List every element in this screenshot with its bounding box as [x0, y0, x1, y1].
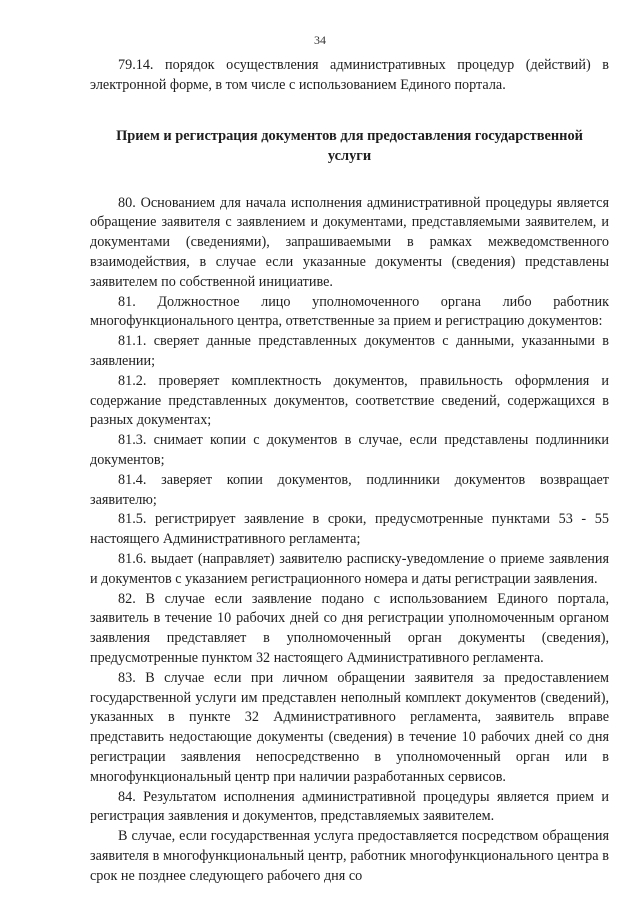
section-heading: Прием и регистрация документов для предоставления государственной услуги — [116, 127, 583, 164]
document-body — [90, 56, 609, 886]
paragraph-81-3: 81.3. снимает копии с документов в случае, если представлены подлинники документов; — [90, 432, 609, 468]
paragraph-80: 80. Основанием для начала исполнения административной процедуры является обращение заявителя с заявлением и документами, представляемыми заявителем, и документами (сведениями), запрашиваемыми в рамках межведомственного взаимодействия, в случае если указанные документы (сведения) представлены заявителем по собственной инициативе. — [90, 194, 609, 290]
page-number: 34 — [314, 33, 326, 47]
paragraph-81-2: 81.2. проверяет комплектность документов, правильность оформления и содержание представленных документов, соответствие сведений, содержащихся в разных документах; — [90, 372, 609, 429]
paragraph-83: 83. В случае если при личном обращении заявителя за предоставлением государственной услуги им представлен неполный комплект документов (сведений), указанных в пункте 32 Административного регламента, заявитель вправе представить недостающие документы (сведения) в течение 10 рабочих дней со дня регистрации заявления непосредственно в уполномоченный орган или в многофункциональный центр при наличии разработанных сервисов. — [90, 669, 609, 785]
intro-paragraph: 79.14. порядок осуществления административных процедур (действий) в электронной форме, в том числе с использованием Единого портала. — [90, 57, 609, 93]
paragraph-81-6: 81.6. выдает (направляет) заявителю расписку-уведомление о приеме заявления и документов с указанием регистрационного номера и даты регистрации заявления. — [90, 550, 609, 587]
paragraph-84: 84. Результатом исполнения административной процедуры является прием и регистрация заявления и документов, представляемых заявителем. — [90, 788, 609, 825]
paragraph-81: 81. Должностное лицо уполномоченного органа либо работник многофункционального центра, ответственные за прием и регистрацию документов: — [90, 293, 609, 330]
paragraph-82: 82. В случае если заявление подано с использованием Единого портала, заявитель в течение 10 рабочих дней со дня регистрации уполномоченным органом заявления представляет в уполномоченный орган документы (сведения), предусмотренные пунктом 32 настоящего Административного регламента. — [90, 590, 609, 666]
paragraph-81-5: 81.5. регистрирует заявление в сроки, предусмотренные пунктами 53 - 55 настоящего Административного регламента; — [90, 511, 609, 548]
paragraph-81-4: 81.4. заверяет копии документов, подлинники документов возвращает заявителю; — [90, 471, 609, 508]
paragraph-81-1: 81.1. сверяет данные представленных документов с данными, указанными в заявлении; — [90, 333, 609, 369]
paragraph-84-continuation: В случае, если государственная услуга предоставляется посредством обращения заявителя в многофункциональный центр, работник многофункционального центра в срок не позднее следующего рабочего дня со — [90, 828, 609, 884]
